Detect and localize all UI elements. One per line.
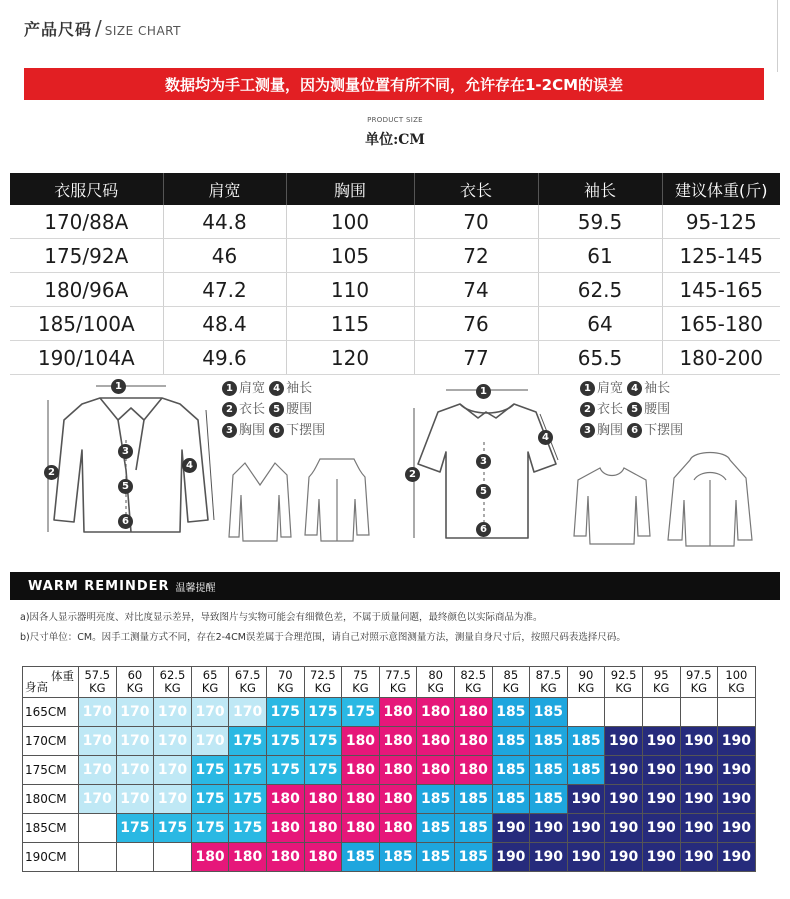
- grid-row: [23, 785, 756, 814]
- table-cell: 125-145: [662, 239, 780, 273]
- size-cell: 185: [417, 785, 455, 814]
- size-header-2: 胸围: [286, 173, 414, 205]
- size-cell: 175: [266, 727, 304, 756]
- weight-header: 90 KG: [567, 667, 605, 698]
- table-row: [10, 273, 780, 307]
- size-cell: 180: [266, 843, 304, 872]
- size-cell: 180: [379, 756, 417, 785]
- tshirt-marker-2-icon: 2: [405, 467, 420, 482]
- size-cell: 185: [454, 785, 492, 814]
- table-cell: 100: [286, 205, 414, 239]
- weight-header: 100 KG: [718, 667, 756, 698]
- size-cell: 185: [530, 756, 568, 785]
- marker-2-icon: 2: [44, 465, 59, 480]
- size-cell: 185: [342, 843, 380, 872]
- size-cell: 170: [191, 698, 229, 727]
- size-cell: 190: [642, 843, 680, 872]
- table-cell: 70: [414, 205, 538, 239]
- table-cell: 105: [286, 239, 414, 273]
- weight-header: 80 KG: [417, 667, 455, 698]
- size-cell: 180: [304, 843, 342, 872]
- title-en: SIZE CHART: [104, 24, 181, 38]
- size-cell: 190: [530, 814, 568, 843]
- size-cell: [680, 698, 718, 727]
- table-cell: 185/100A: [10, 307, 163, 341]
- size-cell: [605, 698, 643, 727]
- size-header-1: 肩宽: [163, 173, 286, 205]
- reminder-line-b: b)尺寸单位：CM。因手工测量方式不同，存在2-4CM误差属于合理范围，请自己对照示意图测量方法，测量自身尺寸后，按照尺码表选择尺码。: [20, 632, 626, 643]
- size-cell: 190: [718, 814, 756, 843]
- weight-header: 62.5 KG: [154, 667, 192, 698]
- weight-header: 85 KG: [492, 667, 530, 698]
- legend-left: 1 肩宽 4 袖长 2 衣长 5 腰围 3 胸围 6 下摆围: [222, 378, 325, 441]
- size-cell: 185: [530, 698, 568, 727]
- grid-row: [23, 698, 756, 727]
- size-cell: 170: [79, 727, 117, 756]
- size-cell: 190: [605, 814, 643, 843]
- size-cell: 185: [454, 843, 492, 872]
- table-cell: 180/96A: [10, 273, 163, 307]
- size-cell: 190: [680, 843, 718, 872]
- grid-row: [23, 756, 756, 785]
- weight-header: 75 KG: [342, 667, 380, 698]
- size-cell: 180: [304, 814, 342, 843]
- table-cell: 62.5: [538, 273, 662, 307]
- weight-header: 97.5 KG: [680, 667, 718, 698]
- size-cell: 180: [417, 698, 455, 727]
- tshirt-marker-4-icon: 4: [538, 430, 553, 445]
- weight-header: 70 KG: [266, 667, 304, 698]
- size-cell: 180: [454, 727, 492, 756]
- size-recommendation-grid: [22, 666, 756, 872]
- size-cell: 185: [417, 843, 455, 872]
- small-hoodie-icon: [570, 450, 760, 550]
- size-cell: 170: [154, 756, 192, 785]
- marker-5-icon: 5: [118, 479, 133, 494]
- reminder-title-en: WARM REMINDER: [28, 578, 170, 594]
- table-cell: 74: [414, 273, 538, 307]
- tshirt-marker-3-icon: 3: [476, 454, 491, 469]
- weight-header: 87.5 KG: [530, 667, 568, 698]
- table-cell: 47.2: [163, 273, 286, 307]
- size-cell: 175: [154, 814, 192, 843]
- size-cell: 180: [342, 756, 380, 785]
- table-cell: 145-165: [662, 273, 780, 307]
- size-cell: 170: [79, 698, 117, 727]
- size-cell: [79, 814, 117, 843]
- weight-header: 92.5 KG: [605, 667, 643, 698]
- size-cell: 180: [229, 843, 267, 872]
- tshirt-marker-6-icon: 6: [476, 522, 491, 537]
- title-zh: 产品尺码: [24, 20, 93, 39]
- size-header-4: 袖长: [538, 173, 662, 205]
- size-cell: 175: [304, 756, 342, 785]
- size-cell: 180: [454, 756, 492, 785]
- size-cell: 180: [379, 785, 417, 814]
- size-cell: 175: [229, 756, 267, 785]
- size-cell: 185: [492, 727, 530, 756]
- table-cell: 61: [538, 239, 662, 273]
- marker-1-icon: 1: [111, 379, 126, 394]
- size-cell: 180: [379, 727, 417, 756]
- table-cell: 59.5: [538, 205, 662, 239]
- size-cell: 175: [229, 814, 267, 843]
- size-cell: 185: [492, 785, 530, 814]
- size-cell: 175: [342, 698, 380, 727]
- table-cell: 115: [286, 307, 414, 341]
- size-cell: 170: [116, 756, 154, 785]
- size-cell: 175: [191, 814, 229, 843]
- size-cell: 180: [304, 785, 342, 814]
- product-size-label: PRODUCT SIZE: [367, 116, 423, 124]
- size-cell: 180: [379, 698, 417, 727]
- size-cell: 180: [454, 698, 492, 727]
- table-cell: 120: [286, 341, 414, 375]
- weight-header: 72.5 KG: [304, 667, 342, 698]
- table-cell: 44.8: [163, 205, 286, 239]
- size-cell: 185: [567, 727, 605, 756]
- weight-header: 67.5 KG: [229, 667, 267, 698]
- table-cell: 77: [414, 341, 538, 375]
- size-cell: 180: [342, 785, 380, 814]
- table-cell: 65.5: [538, 341, 662, 375]
- size-cell: 180: [342, 814, 380, 843]
- size-cell: 190: [680, 785, 718, 814]
- table-cell: 72: [414, 239, 538, 273]
- size-cell: [116, 843, 154, 872]
- marker-3-icon: 3: [118, 444, 133, 459]
- size-cell: 190: [567, 814, 605, 843]
- page-header: [24, 16, 181, 40]
- size-cell: 190: [680, 814, 718, 843]
- reminder-title-zh: 温馨提醒: [175, 582, 216, 594]
- size-cell: 185: [530, 785, 568, 814]
- height-label: 180CM: [23, 785, 79, 814]
- grid-corner: 体重 身高: [23, 667, 79, 698]
- size-cell: 170: [79, 785, 117, 814]
- size-cell: 190: [642, 756, 680, 785]
- size-cell: 190: [605, 785, 643, 814]
- size-cell: [642, 698, 680, 727]
- height-label: 185CM: [23, 814, 79, 843]
- size-cell: 170: [79, 756, 117, 785]
- size-cell: 190: [605, 756, 643, 785]
- size-cell: 185: [567, 756, 605, 785]
- size-cell: 180: [417, 756, 455, 785]
- size-cell: 185: [492, 698, 530, 727]
- grid-row: [23, 843, 756, 872]
- weight-header: 95 KG: [642, 667, 680, 698]
- size-cell: 175: [229, 785, 267, 814]
- table-row: [10, 205, 780, 239]
- legend-right: 1 肩宽 4 袖长 2 衣长 5 腰围 3 胸围 6 下摆围: [580, 378, 683, 441]
- size-cell: 185: [379, 843, 417, 872]
- size-cell: 190: [718, 727, 756, 756]
- size-cell: [79, 843, 117, 872]
- size-cell: 190: [680, 727, 718, 756]
- height-label: 175CM: [23, 756, 79, 785]
- table-cell: 180-200: [662, 341, 780, 375]
- table-cell: 48.4: [163, 307, 286, 341]
- size-cell: 175: [266, 756, 304, 785]
- size-cell: 190: [605, 727, 643, 756]
- size-cell: 175: [116, 814, 154, 843]
- size-cell: 190: [530, 843, 568, 872]
- size-cell: 190: [492, 843, 530, 872]
- size-cell: 190: [642, 727, 680, 756]
- size-cell: 190: [680, 756, 718, 785]
- title-slash: /: [95, 16, 102, 40]
- size-cell: [718, 698, 756, 727]
- size-cell: 175: [266, 698, 304, 727]
- weight-header: 60 KG: [116, 667, 154, 698]
- table-cell: 95-125: [662, 205, 780, 239]
- table-cell: 46: [163, 239, 286, 273]
- tshirt-marker-5-icon: 5: [476, 484, 491, 499]
- grid-row: [23, 727, 756, 756]
- size-cell: 190: [492, 814, 530, 843]
- marker-6-icon: 6: [118, 514, 133, 529]
- size-cell: 190: [718, 785, 756, 814]
- size-cell: 180: [417, 727, 455, 756]
- weight-header: 57.5 KG: [79, 667, 117, 698]
- size-cell: 170: [116, 785, 154, 814]
- size-cell: 175: [191, 756, 229, 785]
- size-cell: 190: [718, 843, 756, 872]
- size-cell: 180: [379, 814, 417, 843]
- size-cell: 170: [229, 698, 267, 727]
- height-label: 170CM: [23, 727, 79, 756]
- height-label: 190CM: [23, 843, 79, 872]
- table-cell: 170/88A: [10, 205, 163, 239]
- size-cell: 185: [454, 814, 492, 843]
- size-cell: 180: [266, 814, 304, 843]
- size-cell: 185: [417, 814, 455, 843]
- size-cell: 170: [116, 698, 154, 727]
- size-cell: 170: [154, 785, 192, 814]
- tshirt-marker-1-icon: 1: [476, 384, 491, 399]
- grid-row: [23, 814, 756, 843]
- table-cell: 190/104A: [10, 341, 163, 375]
- size-cell: 180: [191, 843, 229, 872]
- size-cell: 190: [567, 843, 605, 872]
- size-cell: 170: [191, 727, 229, 756]
- table-cell: 110: [286, 273, 414, 307]
- reminder-line-a: a)因各人显示器明亮度、对比度显示差异，导致图片与实物可能会有细微色差，不属于质量问题，最终颜色以实际商品为准。: [20, 612, 543, 623]
- size-cell: [154, 843, 192, 872]
- size-cell: 185: [530, 727, 568, 756]
- height-label: 165CM: [23, 698, 79, 727]
- size-cell: 190: [718, 756, 756, 785]
- table-cell: 49.6: [163, 341, 286, 375]
- error-banner: 数据均为手工测量，因为测量位置有所不同，允许存在1-2CM的误差: [24, 68, 764, 100]
- size-cell: 185: [492, 756, 530, 785]
- size-cell: 170: [116, 727, 154, 756]
- weight-header: 65 KG: [191, 667, 229, 698]
- size-header-5: 建议体重(斤): [662, 173, 780, 205]
- size-cell: 190: [605, 843, 643, 872]
- size-cell: [567, 698, 605, 727]
- size-cell: 190: [567, 785, 605, 814]
- marker-4-icon: 4: [182, 458, 197, 473]
- size-cell: 170: [154, 727, 192, 756]
- weight-header: 77.5 KG: [379, 667, 417, 698]
- table-cell: 76: [414, 307, 538, 341]
- table-row: [10, 239, 780, 273]
- size-cell: 180: [342, 727, 380, 756]
- size-cell: 190: [642, 785, 680, 814]
- table-cell: 165-180: [662, 307, 780, 341]
- size-cell: 175: [304, 698, 342, 727]
- size-cell: 175: [304, 727, 342, 756]
- small-jacket-icon: [225, 455, 375, 545]
- size-cell: 180: [266, 785, 304, 814]
- weight-header: 82.5 KG: [454, 667, 492, 698]
- warm-reminder-header: [10, 572, 780, 600]
- unit-label: 单位:CM: [365, 132, 425, 148]
- size-header-0: 衣服尺码: [10, 173, 163, 205]
- table-row: [10, 307, 780, 341]
- size-header-3: 衣长: [414, 173, 538, 205]
- table-cell: 64: [538, 307, 662, 341]
- size-table: [10, 173, 780, 375]
- size-cell: 190: [642, 814, 680, 843]
- table-cell: 175/92A: [10, 239, 163, 273]
- divider: [777, 0, 778, 72]
- size-cell: 170: [154, 698, 192, 727]
- size-cell: 175: [229, 727, 267, 756]
- size-cell: 175: [191, 785, 229, 814]
